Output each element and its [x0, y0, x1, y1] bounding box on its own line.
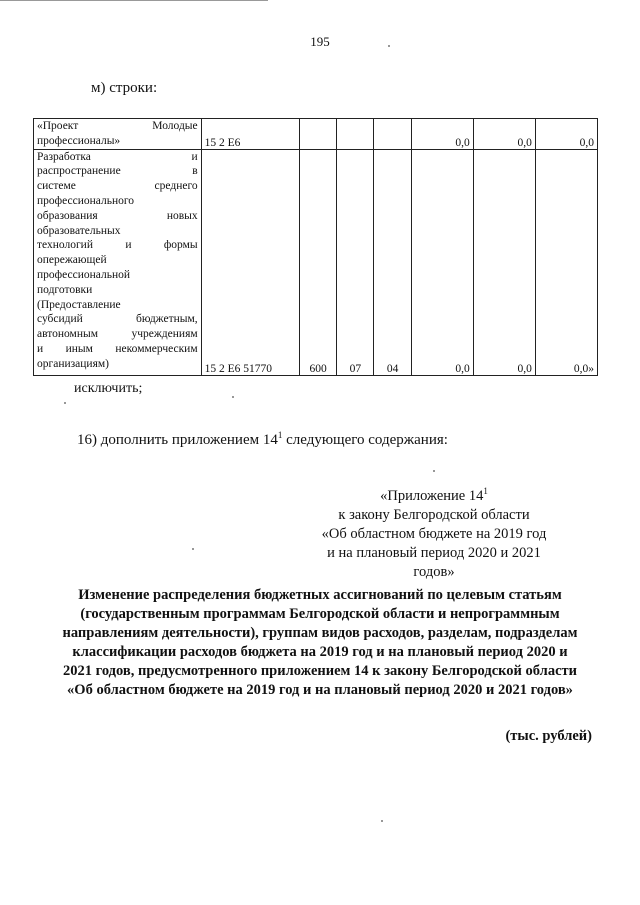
superscript: 1	[483, 486, 488, 496]
table-row	[34, 149, 598, 375]
scan-speck	[232, 396, 234, 398]
section-cell: 07	[337, 149, 374, 375]
subsection-cell	[374, 119, 411, 150]
heading-line: (государственным программам Белгородской области и непрограммным	[80, 606, 560, 622]
table-row	[34, 119, 598, 150]
appendix-line: годов»	[413, 563, 455, 580]
page-number: 195	[310, 34, 330, 49]
description-line: субсидий бюджетным,	[37, 313, 198, 326]
description-line: «Проект Молодые	[37, 120, 198, 132]
exclude-text: исключить;	[74, 381, 143, 396]
budget-table	[33, 118, 598, 376]
units-label: (тыс. рублей)	[505, 728, 592, 744]
description-line: опережающей	[37, 254, 107, 267]
amount-2020-cell: 0,0	[473, 119, 535, 150]
amount-2021-cell: 0,0	[535, 119, 597, 150]
document-heading	[35, 586, 605, 700]
heading-line: направлениям деятельности), группам видов расходов, разделам, подразделам	[62, 625, 578, 641]
appendix-title: «Приложение $14^1$	[380, 486, 488, 504]
scan-speck	[64, 402, 66, 404]
amount-2019-cell: 0,0	[411, 119, 473, 150]
description-line: автономным учреждениям	[37, 328, 198, 341]
target-code-cell: 15 2 Е6	[201, 119, 299, 150]
description-line: подготовки	[37, 283, 93, 296]
amount-2020-cell: 0,0	[473, 149, 535, 375]
description-line: профессионалы»	[37, 134, 121, 147]
heading-line: Изменение распределения бюджетных ассигнований по целевым статьям	[78, 587, 562, 603]
description-line: профессионального	[37, 194, 135, 207]
expense-type-cell	[299, 119, 336, 150]
supplement-paragraph: 16) дополнить приложением $14^1$ следующего содержания:	[77, 430, 448, 448]
scan-edge-line	[0, 0, 268, 1]
scan-speck	[388, 45, 390, 47]
amount-2019-cell: 0,0	[411, 149, 473, 375]
subsection-cell: 04	[374, 149, 411, 375]
description-line: образования новых	[37, 209, 198, 222]
description-line: организациям)	[37, 357, 109, 370]
description-line: (Предоставление	[37, 298, 121, 311]
row-description	[34, 119, 202, 150]
heading-line: 2021 годов, предусмотренного приложением 14 к закону Белгородской области	[63, 663, 577, 679]
superscript: 1	[277, 430, 283, 440]
scan-speck	[433, 470, 435, 472]
description-line: профессиональной	[37, 268, 131, 281]
appendix-line: и на плановый период 2020 и 2021	[327, 544, 541, 561]
description-line: Разработка и	[37, 150, 198, 163]
row-description	[34, 149, 202, 375]
description-line: и иным некоммерческим	[37, 342, 198, 355]
appendix-header	[300, 482, 568, 582]
intro-text: м) строки:	[91, 80, 158, 96]
appendix-line: «Об областном бюджете на 2019 год	[321, 525, 547, 542]
target-code-cell: 15 2 Е6 51770	[201, 149, 299, 375]
amount-2021-cell: 0,0»	[535, 149, 597, 375]
expense-type-cell: 600	[299, 149, 336, 375]
description-line: распространение в	[37, 165, 198, 178]
appendix-line: к закону Белгородской области	[338, 506, 530, 523]
section-cell	[337, 119, 374, 150]
heading-line: «Об областном бюджете на 2019 год и на плановый период 2020 и 2021 годов»	[67, 682, 573, 698]
description-line: технологий и формы	[37, 239, 198, 252]
description-line: образовательных	[37, 224, 121, 237]
heading-line: классификации расходов бюджета на 2019 год и на плановый период 2020 и	[72, 644, 568, 660]
scan-speck	[381, 820, 383, 822]
scan-speck	[192, 548, 194, 550]
description-line: системе среднего	[37, 180, 198, 193]
